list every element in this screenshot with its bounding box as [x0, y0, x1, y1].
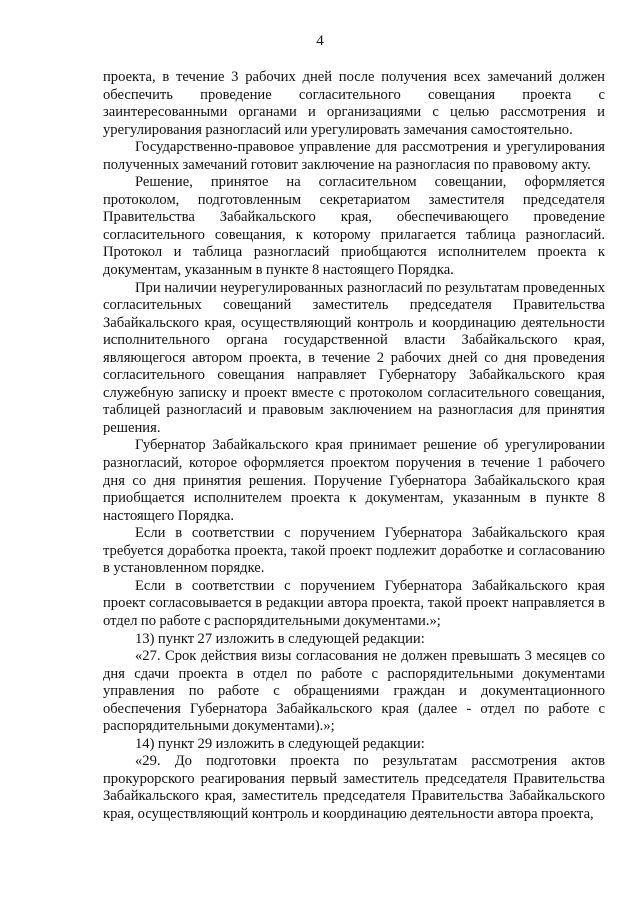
paragraph: Если в соответствии с поручением Губернатора Забайкальского края требуется доработка проекта, такой проект подлежит доработке и согласованию в установленном порядке. [103, 525, 605, 577]
quoted-paragraph: «29. До подготовки проекта по результатам рассмотрения актов прокурорского реагирования первый заместитель председателя Правительства Забайкальского края, заместитель председателя Правительства Забайкальского края, осуществляющий контроль и координацию деятельности автора проекта, [103, 753, 605, 822]
paragraph: Решение, принятое на согласительном совещании, оформляется протоколом, подготовленным секретариатом заместителя председателя Правительства Забайкальского края, обеспечивающего проведение согласительного совещания, к которому прилагается таблица разногласий. Протокол и таблица разногласий приобщаются исполнителем проекта к документам, указанным в пункте 8 настоящего Порядка. [103, 174, 605, 279]
quoted-paragraph: «27. Срок действия визы согласования не должен превышать 3 месяцев со дня сдачи проекта в отдел по работе с распорядительными документами управления по работе с обращениями граждан и документационного обеспечения Губернатора Забайкальского края (далее - отдел по работе с распорядительными документами).»; [103, 648, 605, 735]
page-number: 4 [316, 33, 324, 49]
paragraph: Государственно-правовое управление для рассмотрения и урегулирования полученных замечаний готовит заключение на разногласия по правовому акту. [103, 139, 605, 173]
paragraph: При наличии неурегулированных разногласий по результатам проведенных согласительных совещаний заместитель председателя Правительства Забайкальского края, осуществляющий контроль и координацию деятельности исполнительного органа государственной власти Забайкальского края, являющегося автором проекта, в течение 2 рабочих дней со дня проведения согласительного совещания направляет Губернатору Забайкальского края служебную записку и проект вместе с протоколом согласительного совещания, таблицей разногласий и правовым заключением на разногласия для принятия решения. [103, 279, 605, 436]
list-item: 14) пункт 29 изложить в следующей редакции: [135, 735, 425, 752]
paragraph: Губернатор Забайкальского края принимает решение об урегулировании разногласий, которое оформляется проектом поручения в течение 1 рабочего дня со дня принятия решения. Поручение Губернатора Забайкальского края приобщается исполнителем проекта к документам, указанным в пункте 8 настоящего Порядка. [103, 437, 605, 524]
list-item: 13) пункт 27 изложить в следующей редакции: [135, 630, 425, 647]
document-body [103, 69, 605, 824]
paragraph: Если в соответствии с поручением Губернатора Забайкальского края проект согласовывается в редакции автора проекта, такой проект направляется в отдел по работе с распорядительными документами.»; [103, 577, 605, 629]
paragraph: проекта, в течение 3 рабочих дней после получения всех замечаний должен обеспечить проведение согласительного совещания проекта с заинтересованными органами и организациями с целью рассмотрения и урегулирования разногласий или урегулировать замечания самостоятельно. [103, 69, 605, 138]
